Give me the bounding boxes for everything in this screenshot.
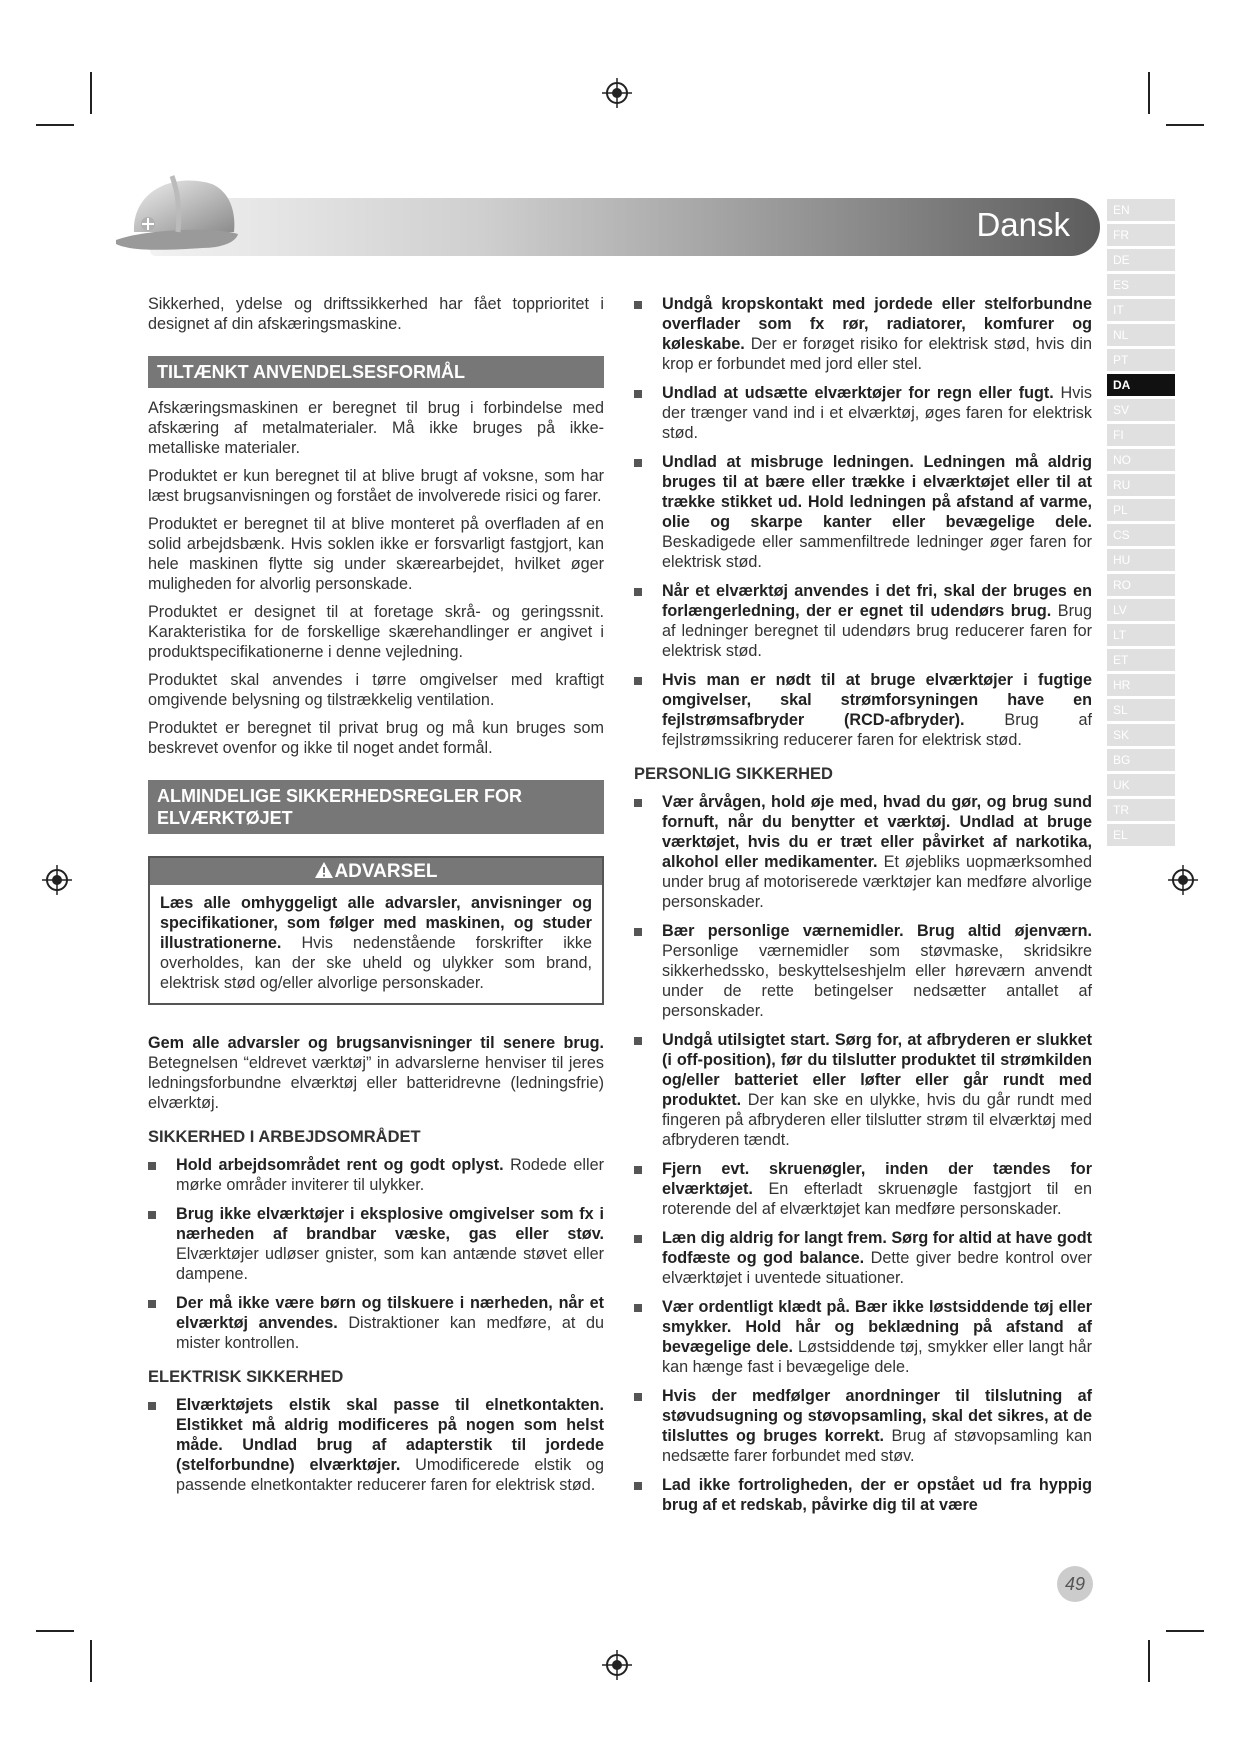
section-heading: TILTÆNKT ANVENDELSESFORMÅL — [148, 356, 604, 388]
crop-mark — [1148, 72, 1150, 114]
warning-text — [150, 885, 602, 1003]
list-item-bold: Når et elværktøj anvendes i det fri, skal der bruges en forlængerledning, der er egnet til udendørs brug. — [662, 582, 1092, 620]
intended-use-paragraph: Produktet er designet til at foretage skrå- og geringssnit. Karakteristika for de forskellige skærehandlinger er angivet i produktspecifikationerne i denne vejledning. — [148, 603, 604, 661]
language-tab-ro[interactable]: RO — [1107, 574, 1175, 596]
page-number: 49 — [1057, 1566, 1093, 1602]
list-item — [634, 452, 1092, 572]
language-tab-hu[interactable]: HU — [1107, 549, 1175, 571]
list-item-text: Rodede eller mørke områder inviterer til ulykker. — [176, 1156, 604, 1194]
list-item-bold: Bær personlige værnemidler. Brug altid øjenværn. — [662, 922, 1092, 940]
warning-bold-text: Læs alle omhyggeligt alle advarsler, anvisninger og specifikationer, som følger med maskinen, og studer illustrationerne. — [160, 894, 592, 952]
list-item-text: Umodificerede elstik og passende elnetkontakter reducerer faren for elektrisk stød. — [176, 1456, 604, 1494]
work-area-list — [148, 1155, 604, 1353]
list-item-bold: Fjern evt. skruenøgler, inden der tændes for elværktøjet. — [662, 1160, 1092, 1198]
list-item-text: Personlige værnemidler som støvmaske, skridsikre sikkerhedssko, beskyttelseshjelm eller høreværn anvendt under de rette betingelser nedsætter antallet af personskader. — [662, 942, 1092, 1020]
personal-safety-list — [634, 792, 1092, 1515]
list-item-bold: Brug ikke elværktøjer i eksplosive omgivelser som fx i nærheden af brandbar væske, gas eller støv. — [176, 1205, 604, 1243]
subsection-heading: ELEKTRISK SIKKERHED — [148, 1368, 344, 1386]
subsection-heading: PERSONLIG SIKKERHED — [634, 765, 833, 783]
list-item-bold: Undlad at misbruge ledningen. Ledningen må aldrig bruges til at bære eller trække i elværktøjet eller til at trække stikket ud. Hold ledningen på afstand af varme, olie og skarpe kanter eller bevægelige dele. — [662, 453, 1092, 531]
list-item-bold: Hvis der medfølger anordninger til tilslutning af støvudsugning og støvopsamling, skal det sikres, at de tilsluttes og bruges korrekt. — [662, 1387, 1092, 1445]
language-tab-fi[interactable]: FI — [1107, 424, 1175, 446]
list-item-text: Elværktøjer udløser gnister, som kan antænde støvet eller dampene. — [176, 1245, 604, 1283]
language-tab-it[interactable]: IT — [1107, 299, 1175, 321]
list-item-text: Løstsiddende tøj, smykker eller langt hår kan hænge fast i bevægelige dele. — [662, 1338, 1092, 1376]
list-item — [634, 670, 1092, 750]
registration-mark-icon — [42, 865, 72, 895]
crop-mark — [90, 1640, 92, 1682]
language-tab-bg[interactable]: BG — [1107, 749, 1175, 771]
crop-mark — [36, 124, 74, 126]
list-item-bold: Lad ikke fortroligheden, der er opstået ud fra hyppig brug af et redskab, påvirke dig til at være — [662, 1476, 1092, 1514]
left-column — [148, 294, 604, 1504]
registration-mark-icon — [602, 1650, 632, 1680]
list-item — [634, 1030, 1092, 1150]
language-tab-fr[interactable]: FR — [1107, 224, 1175, 246]
registration-mark-icon — [1168, 865, 1198, 895]
language-tab-et[interactable]: ET — [1107, 649, 1175, 671]
registration-mark-icon — [602, 78, 632, 108]
list-item-bold: Undgå utilsigtet start. Sørg for, at afbryderen er slukket (i off-position), før du tilslutter produktet til strømkilden og/eller batteriet eller løfter eller går rundt med produktet. — [662, 1031, 1092, 1109]
list-item-bold: Hold arbejdsområdet rent og godt oplyst. — [176, 1156, 504, 1174]
intended-use-paragraph: Produktet er kun beregnet til at blive brugt af voksne, som har læst brugsanvisningen og forstået de involverede risici og farer. — [148, 467, 604, 505]
list-item-text: Brug af fejlstrømssikring reducerer faren for elektrisk stød. — [662, 711, 1092, 749]
list-item-bold: Vær ordentligt klædt på. Bær ikke løstsiddende tøj eller smykker. Hold hår og beklædning på afstand af bevægelige dele. — [662, 1298, 1092, 1356]
language-tab-lv[interactable]: LV — [1107, 599, 1175, 621]
electrical-safety-list — [148, 1395, 604, 1495]
list-item-bold: Læn dig aldrig for langt frem. Sørg for altid at have godt fodfæste og god balance. — [662, 1229, 1092, 1267]
language-tab-de[interactable]: DE — [1107, 249, 1175, 271]
intro-paragraph: Sikkerhed, ydelse og driftssikkerhed har fået topprioritet i designet af din afskæringsmaskine. — [148, 295, 604, 333]
list-item — [634, 792, 1092, 912]
warning-triangle-icon — [314, 861, 334, 879]
list-item-text: Brug af ledninger beregnet til udendørs brug reducerer faren for elektrisk stød. — [662, 602, 1092, 660]
intended-use-paragraph: Produktet er beregnet til privat brug og må kun bruges som beskrevet ovenfor og ikke til noget andet formål. — [148, 719, 604, 757]
list-item-text: Dette giver bedre kontrol over elværktøjet i uventede situationer. — [662, 1249, 1092, 1287]
list-item — [634, 1228, 1092, 1288]
list-item-text: En efterladt skruenøgle fastgjort til en roterende del af elværktøjet kan medføre personskader. — [662, 1180, 1092, 1218]
header-banner — [150, 198, 1100, 256]
intended-use-paragraph: Afskæringsmaskinen er beregnet til brug i forbindelse med afskæring af metalmaterialer. Må ikke bruges på ikke-metalliske materialer. — [148, 399, 604, 457]
list-item — [148, 1293, 604, 1353]
intended-use-paragraph: Produktet skal anvendes i tørre omgivelser med kraftigt omgivende belysning og tilstrækkelig ventilation. — [148, 671, 604, 709]
electrical-safety-list-continued — [634, 294, 1092, 750]
list-item-bold: Hvis man er nødt til at bruge elværktøjer i fugtige omgivelser, skal strømforsyningen have en fejlstrømsafbryder (RCD-afbryder). — [662, 671, 1092, 729]
list-item-text: Beskadigede eller sammenfiltrede ledninger øger faren for elektrisk stød. — [662, 533, 1092, 571]
language-tab-sk[interactable]: SK — [1107, 724, 1175, 746]
list-item-text: Et øjebliks uopmærksomhed under brug af motoriserede værktøjer kan medføre alvorlige personskader. — [662, 853, 1092, 911]
list-item — [634, 1159, 1092, 1219]
crop-mark — [90, 72, 92, 114]
intended-use-paragraph: Produktet er beregnet til at blive monteret på overfladen af en solid arbejdsbænk. Hvis soklen ikke er forsvarligt fastgjort, kan hele maskinen flytte sig under skærearbejdet, hvilket øger muligheden for alvorlig personskade. — [148, 515, 604, 593]
list-item-bold: Vær årvågen, hold øje med, hvad du gør, og brug sund fornuft, når du benytter et værktøj. Undlad at bruge værktøjet, hvis du er træt eller påvirket af narkotika, alkohol eller medikamenter. — [662, 793, 1092, 871]
language-tab-pl[interactable]: PL — [1107, 499, 1175, 521]
language-tabs — [1107, 199, 1175, 849]
language-tab-no[interactable]: NO — [1107, 449, 1175, 471]
keep-body-text: Betegnelsen “eldrevet værktøj” in advarslerne henviser til jeres ledningsforbundne elværktøj eller batteridrevne (ledningsfrie) elværktøj. — [148, 1054, 604, 1112]
list-item — [634, 921, 1092, 1021]
language-tab-uk[interactable]: UK — [1107, 774, 1175, 796]
warning-body-text: Hvis nedenstående forskrifter ikke overholdes, kan der ske uheld og ulykker som brand, elektrisk stød og/eller alvorlige personskader. — [160, 934, 592, 992]
language-tab-en[interactable]: EN — [1107, 199, 1175, 221]
language-tab-sl[interactable]: SL — [1107, 699, 1175, 721]
crop-mark — [1166, 124, 1204, 126]
right-column — [634, 294, 1092, 1524]
list-item — [148, 1395, 604, 1495]
language-tab-es[interactable]: ES — [1107, 274, 1175, 296]
list-item-text: Distraktioner kan medføre, at du mister kontrollen. — [176, 1314, 605, 1352]
list-item — [148, 1204, 604, 1284]
language-tab-el[interactable]: EL — [1107, 824, 1175, 846]
language-tab-ru[interactable]: RU — [1107, 474, 1175, 496]
list-item-bold: Elværktøjets elstik skal passe til elnetkontakten. Elstikket må aldrig modificeres på nogen som helst måde. Undlad brug af adapterstik til jordede (stelforbundne) elværktøjer. — [176, 1396, 604, 1474]
section-heading: ALMINDELIGE SIKKERHEDSREGLER FOR ELVÆRKTØJET — [148, 780, 604, 834]
list-item — [634, 1297, 1092, 1377]
list-item-text: Der kan ske en ulykke, hvis du går rundt med fingeren på afbryderen eller tilslutter strøm til elværktøj med afbryderen tændt. — [662, 1091, 1092, 1149]
keep-instructions-paragraph — [148, 1033, 604, 1113]
list-item-bold: Der må ikke være børn og tilskuere i nærheden, når et elværktøj anvendes. — [176, 1294, 604, 1332]
language-tab-cs[interactable]: CS — [1107, 524, 1175, 546]
list-item — [634, 294, 1092, 374]
list-item-text: Brug af støvopsamling kan nedsætte farer forbundet med støv. — [662, 1427, 1092, 1465]
list-item-bold: Undlad at udsætte elværktøjer for regn eller fugt. — [662, 384, 1054, 402]
list-item-text: Hvis der trænger vand ind i et elværktøj, øges faren for elektrisk stød. — [662, 384, 1092, 442]
list-item-bold: Undgå kropskontakt med jordede eller stelforbundne overflader som fx rør, radiatorer, komfurer og køleskabe. — [662, 295, 1092, 353]
list-item — [634, 581, 1092, 661]
list-item — [148, 1155, 604, 1195]
keep-bold-text: Gem alle advarsler og brugsanvisninger til senere brug. — [148, 1034, 604, 1052]
safety-helmet-icon — [112, 162, 242, 262]
crop-mark — [1148, 1640, 1150, 1682]
language-tab-pt[interactable]: PT — [1107, 349, 1175, 371]
warning-heading — [150, 858, 602, 885]
crop-mark — [1166, 1630, 1204, 1632]
subsection-heading: SIKKERHED I ARBEJDSOMRÅDET — [148, 1128, 421, 1146]
crop-mark — [36, 1630, 74, 1632]
list-item — [634, 383, 1092, 443]
list-item — [634, 1386, 1092, 1466]
language-tab-da[interactable]: DA — [1107, 374, 1175, 396]
language-tab-tr[interactable]: TR — [1107, 799, 1175, 821]
warning-title: ADVARSEL — [334, 861, 438, 882]
page-title: Dansk — [976, 206, 1070, 243]
warning-box — [148, 856, 604, 1005]
language-tab-nl[interactable]: NL — [1107, 324, 1175, 346]
language-tab-hr[interactable]: HR — [1107, 674, 1175, 696]
list-item-text: Der er forøget risiko for elektrisk stød, hvis din krop er forbundet med jord eller stel. — [662, 335, 1092, 373]
list-item — [634, 1475, 1092, 1515]
language-tab-lt[interactable]: LT — [1107, 624, 1175, 646]
language-tab-sv[interactable]: SV — [1107, 399, 1175, 421]
